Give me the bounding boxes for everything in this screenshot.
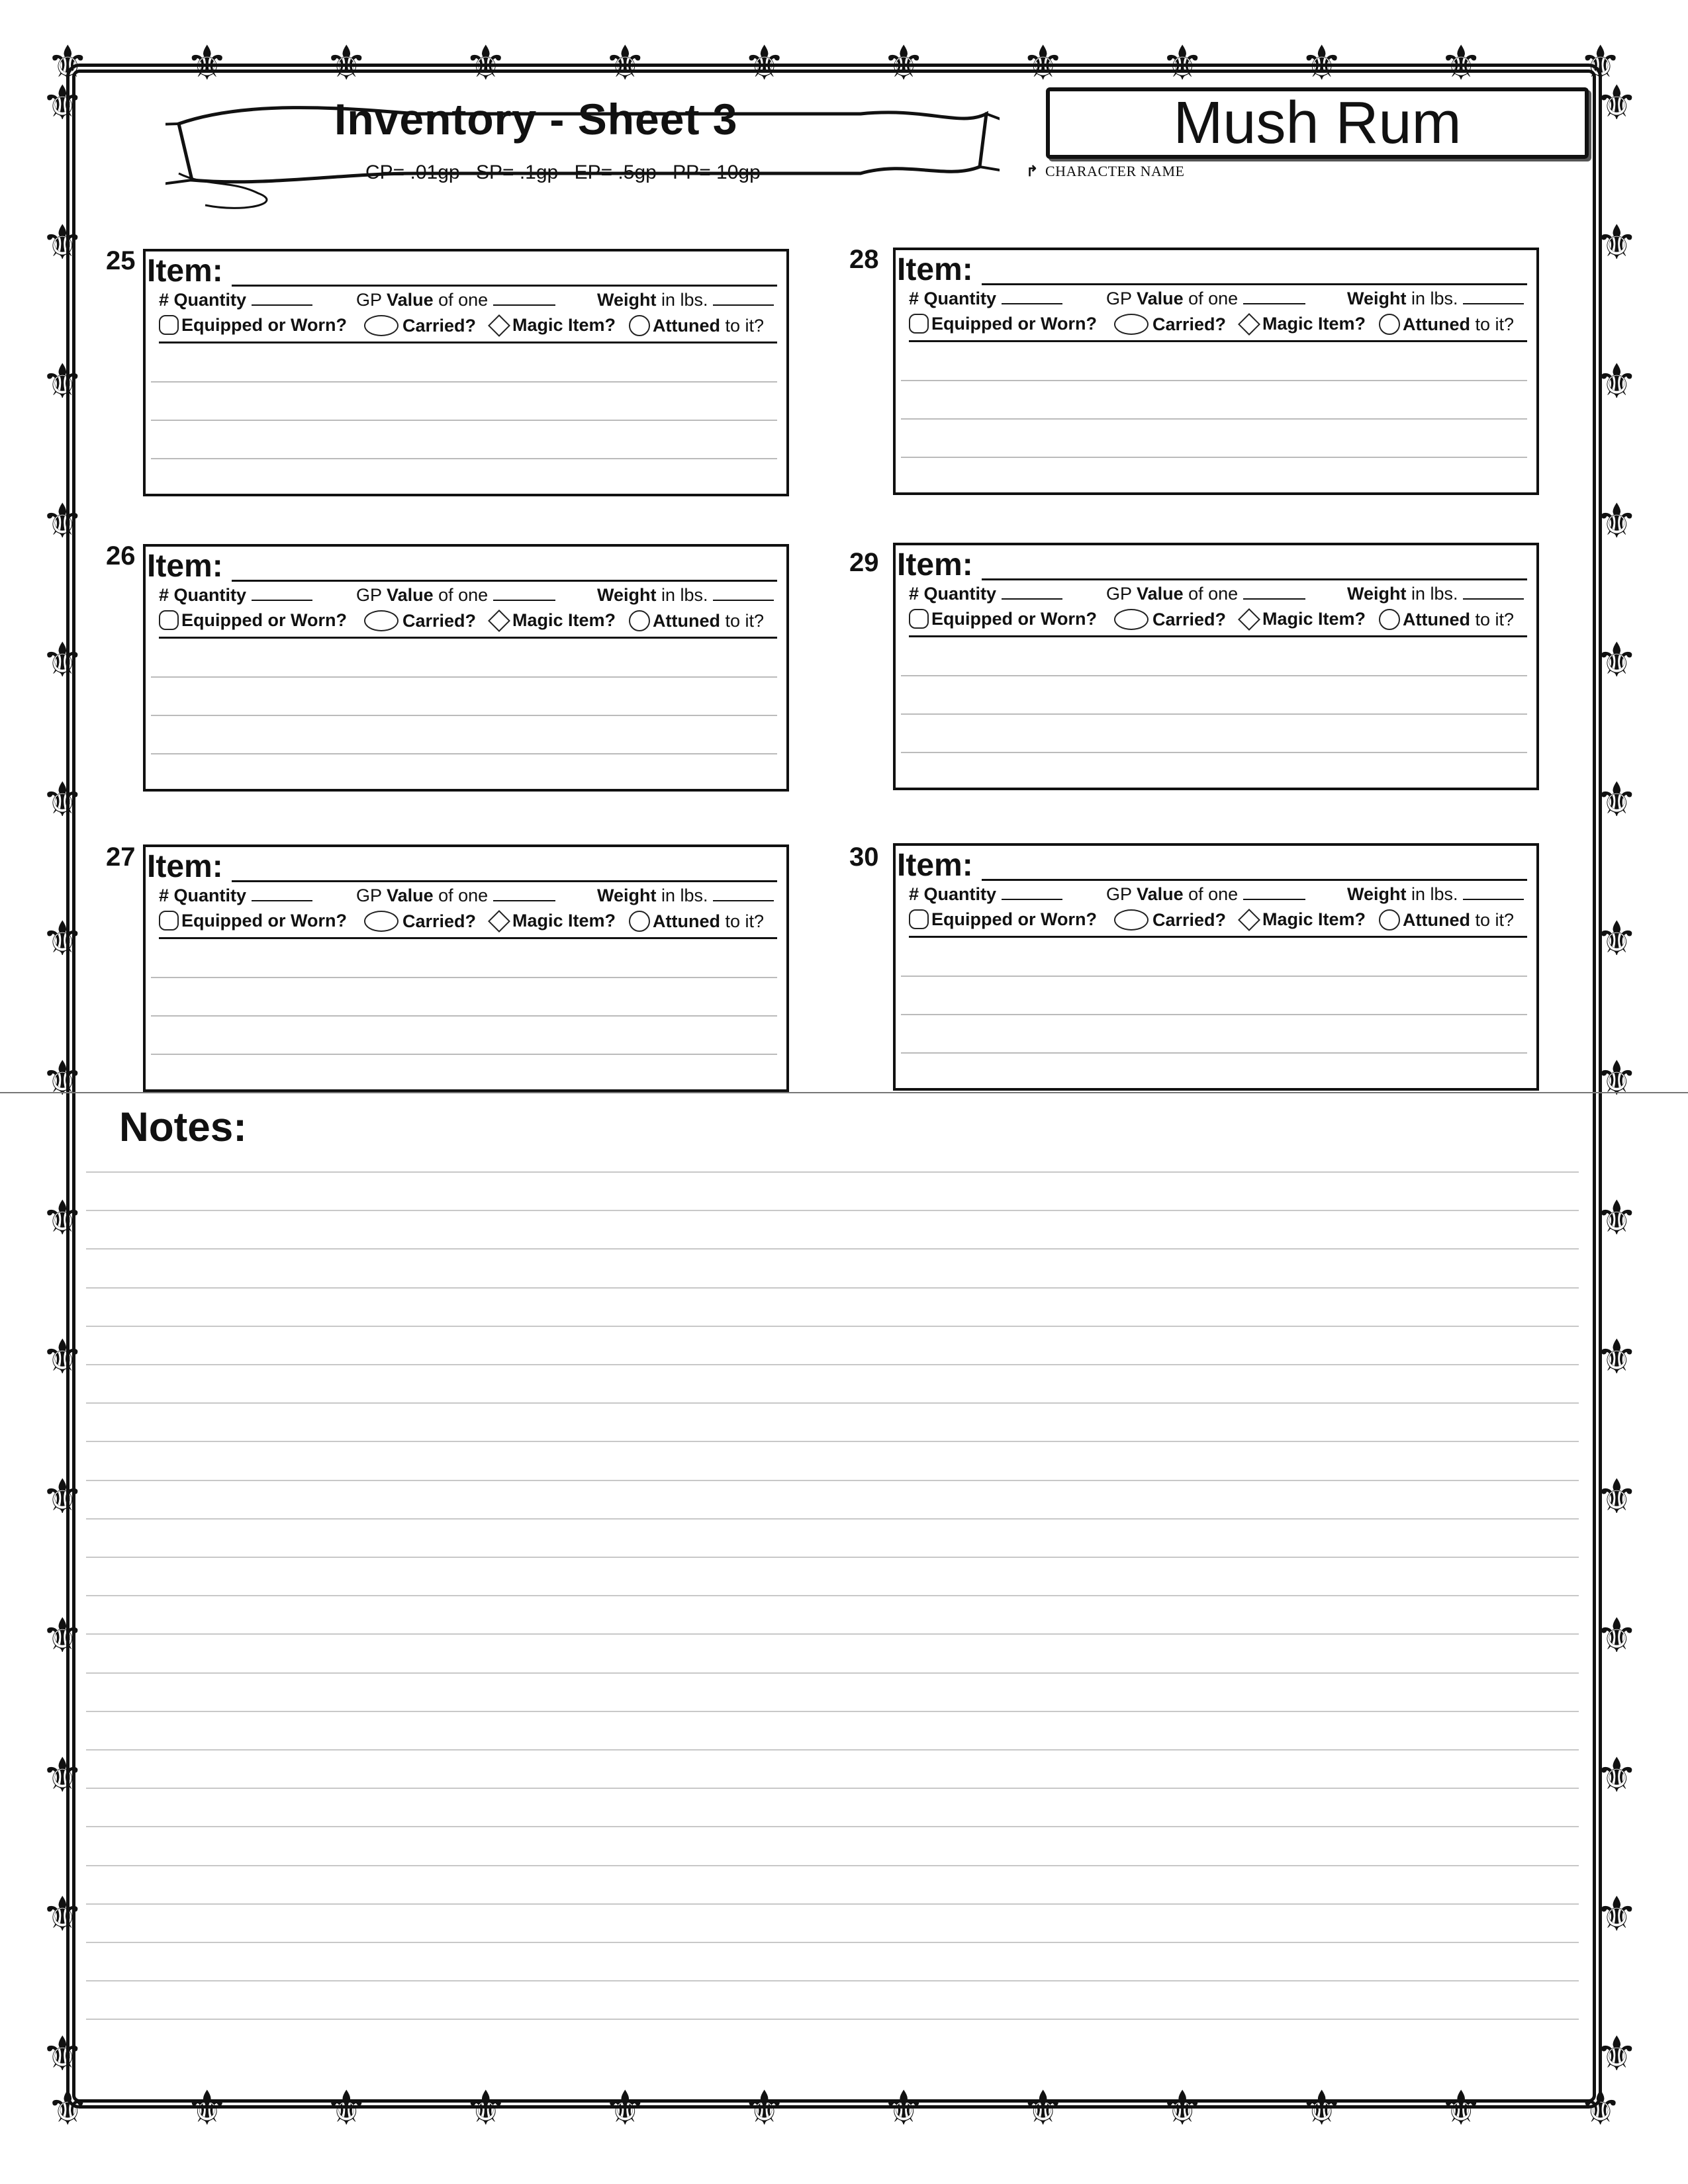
fleur-de-lis-icon: ⚜ xyxy=(1595,773,1638,827)
character-name-field[interactable]: Mush Rum xyxy=(1046,87,1589,159)
note-line[interactable] xyxy=(86,1557,1579,1558)
fleur-de-lis-icon: ⚜ xyxy=(1595,913,1638,966)
item-details-row xyxy=(159,585,777,609)
item-label: Item: xyxy=(147,253,223,289)
fleur-de-lis-icon: ⚜ xyxy=(1160,2082,1204,2135)
item-name-field[interactable] xyxy=(982,283,1527,285)
note-line[interactable] xyxy=(86,2019,1579,2020)
fleur-de-lis-icon: ⚜ xyxy=(1595,1331,1638,1385)
equipped-checkbox[interactable]: Equipped or Worn? xyxy=(909,314,1097,334)
fleur-de-lis-icon: ⚜ xyxy=(1300,2082,1343,2135)
coin-rate-ep: EP= .5gp xyxy=(574,161,657,183)
note-line[interactable] xyxy=(86,1248,1579,1250)
fleur-de-lis-icon: ⚜ xyxy=(46,2082,89,2135)
diamond-checkbox-icon xyxy=(488,910,510,933)
equipped-checkbox[interactable]: Equipped or Worn? xyxy=(159,610,347,631)
note-line[interactable] xyxy=(86,1672,1579,1674)
carried-checkbox[interactable]: Carried? xyxy=(364,610,476,631)
diamond-checkbox-icon xyxy=(488,610,510,632)
oval-checkbox-icon xyxy=(1114,609,1149,630)
hexagon-checkbox-icon xyxy=(159,911,179,931)
coin-conversion-rates xyxy=(365,161,771,184)
circle-checkbox-icon xyxy=(1379,314,1400,335)
note-line[interactable] xyxy=(86,1364,1579,1365)
notes-heading: Notes: xyxy=(119,1105,247,1150)
weight-field[interactable]: Weight in lbs. xyxy=(597,290,774,310)
fleur-de-lis-icon: ⚜ xyxy=(882,37,925,90)
description-line[interactable] xyxy=(901,1052,1527,1054)
fleur-de-lis-icon: ⚜ xyxy=(1439,37,1483,90)
gp-value-field[interactable]: GP Value of one xyxy=(1106,289,1305,309)
item-number: 25 xyxy=(106,246,136,275)
note-line[interactable] xyxy=(86,1980,1579,1981)
fleur-de-lis-icon: ⚜ xyxy=(41,1888,84,1942)
equipped-checkbox[interactable]: Equipped or Worn? xyxy=(159,911,347,931)
fleur-de-lis-icon: ⚜ xyxy=(1595,1052,1638,1105)
fleur-de-lis-icon: ⚜ xyxy=(324,37,368,90)
description-line[interactable] xyxy=(901,1014,1527,1015)
fleur-de-lis-icon: ⚜ xyxy=(1595,634,1638,688)
border-ornament-row-top xyxy=(46,37,1622,90)
character-name-label: ↱ CHARACTER NAME xyxy=(1026,163,1185,179)
page-title: Inventory - Sheet 3 xyxy=(334,95,738,144)
gp-value-field[interactable]: GP Value of one xyxy=(1106,884,1305,905)
fleur-de-lis-icon: ⚜ xyxy=(743,2082,786,2135)
fleur-de-lis-icon: ⚜ xyxy=(41,1610,84,1663)
note-line[interactable] xyxy=(86,1326,1579,1327)
fleur-de-lis-icon: ⚜ xyxy=(41,77,84,130)
diamond-checkbox-icon xyxy=(1238,313,1260,336)
fleur-de-lis-icon: ⚜ xyxy=(185,2082,229,2135)
fleur-de-lis-icon: ⚜ xyxy=(1579,2082,1622,2135)
item-details-row xyxy=(159,290,777,314)
fleur-de-lis-icon: ⚜ xyxy=(1021,2082,1064,2135)
description-line[interactable] xyxy=(151,676,777,678)
fleur-de-lis-icon: ⚜ xyxy=(41,1331,84,1385)
weight-field[interactable]: Weight in lbs. xyxy=(597,585,774,606)
description-line[interactable] xyxy=(901,380,1527,381)
equipped-checkbox[interactable]: Equipped or Worn? xyxy=(159,315,347,336)
weight-field[interactable]: Weight in lbs. xyxy=(1347,584,1524,604)
carried-checkbox[interactable]: Carried? xyxy=(1114,609,1226,630)
fleur-de-lis-icon: ⚜ xyxy=(41,634,84,688)
fleur-de-lis-icon: ⚜ xyxy=(41,1749,84,1802)
description-line[interactable] xyxy=(151,715,777,716)
note-line[interactable] xyxy=(86,1518,1579,1520)
hexagon-checkbox-icon xyxy=(909,314,929,334)
fleur-de-lis-icon: ⚜ xyxy=(1595,1470,1638,1524)
magic-item-checkbox[interactable]: Magic Item? xyxy=(1236,609,1366,629)
gp-value-field[interactable]: GP Value of one xyxy=(356,290,555,310)
carried-checkbox[interactable]: Carried? xyxy=(1114,909,1226,931)
item-number: 27 xyxy=(106,842,136,872)
hexagon-checkbox-icon xyxy=(159,315,179,335)
fleur-de-lis-icon: ⚜ xyxy=(1595,2027,1638,2081)
quantity-field[interactable]: # Quantity xyxy=(159,585,312,606)
hexagon-checkbox-icon xyxy=(909,609,929,629)
quantity-field[interactable]: # Quantity xyxy=(909,884,1062,905)
description-line[interactable] xyxy=(901,457,1527,458)
section-divider xyxy=(0,1092,1688,1093)
note-line[interactable] xyxy=(86,1633,1579,1635)
item-status-row xyxy=(159,908,777,934)
equipped-checkbox[interactable]: Equipped or Worn? xyxy=(909,609,1097,629)
fleur-de-lis-icon: ⚜ xyxy=(1300,37,1343,90)
carried-checkbox[interactable]: Carried? xyxy=(364,315,476,336)
item-status-row xyxy=(909,311,1527,338)
note-line[interactable] xyxy=(86,1287,1579,1289)
fleur-de-lis-icon: ⚜ xyxy=(41,1191,84,1245)
note-line[interactable] xyxy=(86,1903,1579,1905)
item-card xyxy=(143,249,789,496)
description-line[interactable] xyxy=(901,713,1527,715)
gp-value-field[interactable]: GP Value of one xyxy=(356,886,555,906)
fleur-de-lis-icon: ⚜ xyxy=(1595,1749,1638,1802)
item-details-row xyxy=(909,289,1527,312)
item-label: Item: xyxy=(147,849,223,884)
description-line[interactable] xyxy=(151,753,777,754)
fleur-de-lis-icon: ⚜ xyxy=(1595,1191,1638,1245)
note-line[interactable] xyxy=(86,1595,1579,1596)
description-line[interactable] xyxy=(151,381,777,383)
magic-item-checkbox[interactable]: Magic Item? xyxy=(486,610,616,631)
circle-checkbox-icon xyxy=(1379,909,1400,931)
item-label: Item: xyxy=(147,549,223,584)
hexagon-checkbox-icon xyxy=(159,610,179,630)
note-line[interactable] xyxy=(86,1402,1579,1404)
item-number: 26 xyxy=(106,541,136,570)
quantity-field[interactable]: # Quantity xyxy=(159,886,312,906)
fleur-de-lis-icon: ⚜ xyxy=(1579,37,1622,90)
note-line[interactable] xyxy=(86,1480,1579,1481)
note-line[interactable] xyxy=(86,1826,1579,1827)
fleur-de-lis-icon: ⚜ xyxy=(603,2082,647,2135)
description-line[interactable] xyxy=(151,420,777,421)
circle-checkbox-icon xyxy=(629,911,650,932)
details-divider xyxy=(909,936,1527,938)
item-name-field[interactable] xyxy=(232,880,777,882)
fleur-de-lis-icon: ⚜ xyxy=(1595,355,1638,409)
note-line[interactable] xyxy=(86,1441,1579,1442)
item-name-field[interactable] xyxy=(982,879,1527,881)
item-number: 29 xyxy=(849,548,879,577)
fleur-de-lis-icon: ⚜ xyxy=(1021,37,1064,90)
quantity-field[interactable]: # Quantity xyxy=(909,289,1062,309)
item-details-row xyxy=(909,584,1527,608)
fleur-de-lis-icon: ⚜ xyxy=(41,494,84,548)
fleur-de-lis-icon: ⚜ xyxy=(324,2082,368,2135)
gp-value-field[interactable]: GP Value of one xyxy=(1106,584,1305,604)
note-line[interactable] xyxy=(86,1210,1579,1211)
item-card xyxy=(143,544,789,792)
description-line[interactable] xyxy=(901,976,1527,977)
note-line[interactable] xyxy=(86,1749,1579,1751)
fleur-de-lis-icon: ⚜ xyxy=(1439,2082,1483,2135)
note-line[interactable] xyxy=(86,1711,1579,1712)
weight-field[interactable]: Weight in lbs. xyxy=(1347,289,1524,309)
note-line[interactable] xyxy=(86,1865,1579,1866)
description-line[interactable] xyxy=(901,752,1527,753)
fleur-de-lis-icon: ⚜ xyxy=(46,37,89,90)
coin-rate-sp: SP= .1gp xyxy=(475,161,559,183)
fleur-de-lis-icon: ⚜ xyxy=(603,37,647,90)
item-status-row xyxy=(159,312,777,339)
circle-checkbox-icon xyxy=(629,610,650,631)
fleur-de-lis-icon: ⚜ xyxy=(464,37,507,90)
item-status-row xyxy=(159,608,777,634)
description-line[interactable] xyxy=(151,977,777,978)
pointer-icon: ↱ xyxy=(1026,163,1039,179)
oval-checkbox-icon xyxy=(364,911,399,932)
fleur-de-lis-icon: ⚜ xyxy=(1595,77,1638,130)
carried-checkbox[interactable]: Carried? xyxy=(364,911,476,932)
oval-checkbox-icon xyxy=(364,610,399,631)
description-line[interactable] xyxy=(151,458,777,459)
diamond-checkbox-icon xyxy=(488,314,510,337)
oval-checkbox-icon xyxy=(364,315,399,336)
attuned-checkbox[interactable]: Attuned to it? xyxy=(1379,909,1514,931)
item-label: Item: xyxy=(897,252,973,287)
magic-item-checkbox[interactable]: Magic Item? xyxy=(486,315,616,336)
fleur-de-lis-icon: ⚜ xyxy=(41,1052,84,1105)
item-card xyxy=(893,843,1539,1091)
magic-item-checkbox[interactable]: Magic Item? xyxy=(486,911,616,931)
fleur-de-lis-icon: ⚜ xyxy=(41,2027,84,2081)
coin-rate-pp: PP= 10gp xyxy=(673,161,761,183)
border-ornament-column-right xyxy=(1595,77,1638,2081)
fleur-de-lis-icon: ⚜ xyxy=(41,773,84,827)
item-card xyxy=(893,543,1539,790)
item-card xyxy=(893,248,1539,495)
quantity-field[interactable]: # Quantity xyxy=(159,290,312,310)
item-name-field[interactable] xyxy=(232,285,777,287)
fleur-de-lis-icon: ⚜ xyxy=(41,913,84,966)
attuned-checkbox[interactable]: Attuned to it? xyxy=(629,610,764,631)
description-line[interactable] xyxy=(151,1015,777,1017)
equipped-checkbox[interactable]: Equipped or Worn? xyxy=(909,909,1097,930)
circle-checkbox-icon xyxy=(629,315,650,336)
fleur-de-lis-icon: ⚜ xyxy=(464,2082,507,2135)
item-name-field[interactable] xyxy=(232,580,777,582)
fleur-de-lis-icon: ⚜ xyxy=(41,1470,84,1524)
diamond-checkbox-icon xyxy=(1238,608,1260,631)
fleur-de-lis-icon: ⚜ xyxy=(1595,216,1638,269)
item-name-field[interactable] xyxy=(982,578,1527,580)
gp-value-field[interactable]: GP Value of one xyxy=(356,585,555,606)
fleur-de-lis-icon: ⚜ xyxy=(41,355,84,409)
attuned-checkbox[interactable]: Attuned to it? xyxy=(1379,609,1514,630)
item-number: 28 xyxy=(849,245,879,274)
details-divider xyxy=(159,341,777,343)
item-details-row xyxy=(909,884,1527,908)
note-line[interactable] xyxy=(86,1171,1579,1173)
item-card xyxy=(143,844,789,1092)
description-line[interactable] xyxy=(901,675,1527,676)
fleur-de-lis-icon: ⚜ xyxy=(1595,494,1638,548)
item-status-row xyxy=(909,606,1527,633)
attuned-checkbox[interactable]: Attuned to it? xyxy=(629,315,764,336)
fleur-de-lis-icon: ⚜ xyxy=(41,216,84,269)
weight-field[interactable]: Weight in lbs. xyxy=(597,886,774,906)
fleur-de-lis-icon: ⚜ xyxy=(185,37,229,90)
item-label: Item: xyxy=(897,848,973,883)
details-divider xyxy=(159,637,777,639)
weight-field[interactable]: Weight in lbs. xyxy=(1347,884,1524,905)
description-line[interactable] xyxy=(901,418,1527,420)
border-ornament-column-left xyxy=(41,77,84,2081)
hexagon-checkbox-icon xyxy=(909,909,929,929)
circle-checkbox-icon xyxy=(1379,609,1400,630)
details-divider xyxy=(159,937,777,939)
magic-item-checkbox[interactable]: Magic Item? xyxy=(1236,909,1366,930)
item-number: 30 xyxy=(849,842,879,872)
item-details-row xyxy=(159,886,777,909)
border-ornament-row-bottom xyxy=(46,2082,1622,2135)
fleur-de-lis-icon: ⚜ xyxy=(1595,1888,1638,1942)
attuned-checkbox[interactable]: Attuned to it? xyxy=(629,911,764,932)
fleur-de-lis-icon: ⚜ xyxy=(743,37,786,90)
item-label: Item: xyxy=(897,547,973,582)
note-line[interactable] xyxy=(86,1788,1579,1789)
details-divider xyxy=(909,340,1527,342)
details-divider xyxy=(909,635,1527,637)
carried-checkbox[interactable]: Carried? xyxy=(1114,314,1226,335)
note-line[interactable] xyxy=(86,1942,1579,1943)
oval-checkbox-icon xyxy=(1114,909,1149,931)
coin-rate-cp: CP= .01gp xyxy=(365,161,460,183)
fleur-de-lis-icon: ⚜ xyxy=(882,2082,925,2135)
fleur-de-lis-icon: ⚜ xyxy=(1595,1610,1638,1663)
diamond-checkbox-icon xyxy=(1238,909,1260,931)
fleur-de-lis-icon: ⚜ xyxy=(1160,37,1204,90)
item-status-row xyxy=(909,907,1527,933)
attuned-checkbox[interactable]: Attuned to it? xyxy=(1379,314,1514,335)
quantity-field[interactable]: # Quantity xyxy=(909,584,1062,604)
oval-checkbox-icon xyxy=(1114,314,1149,335)
description-line[interactable] xyxy=(151,1054,777,1055)
magic-item-checkbox[interactable]: Magic Item? xyxy=(1236,314,1366,334)
